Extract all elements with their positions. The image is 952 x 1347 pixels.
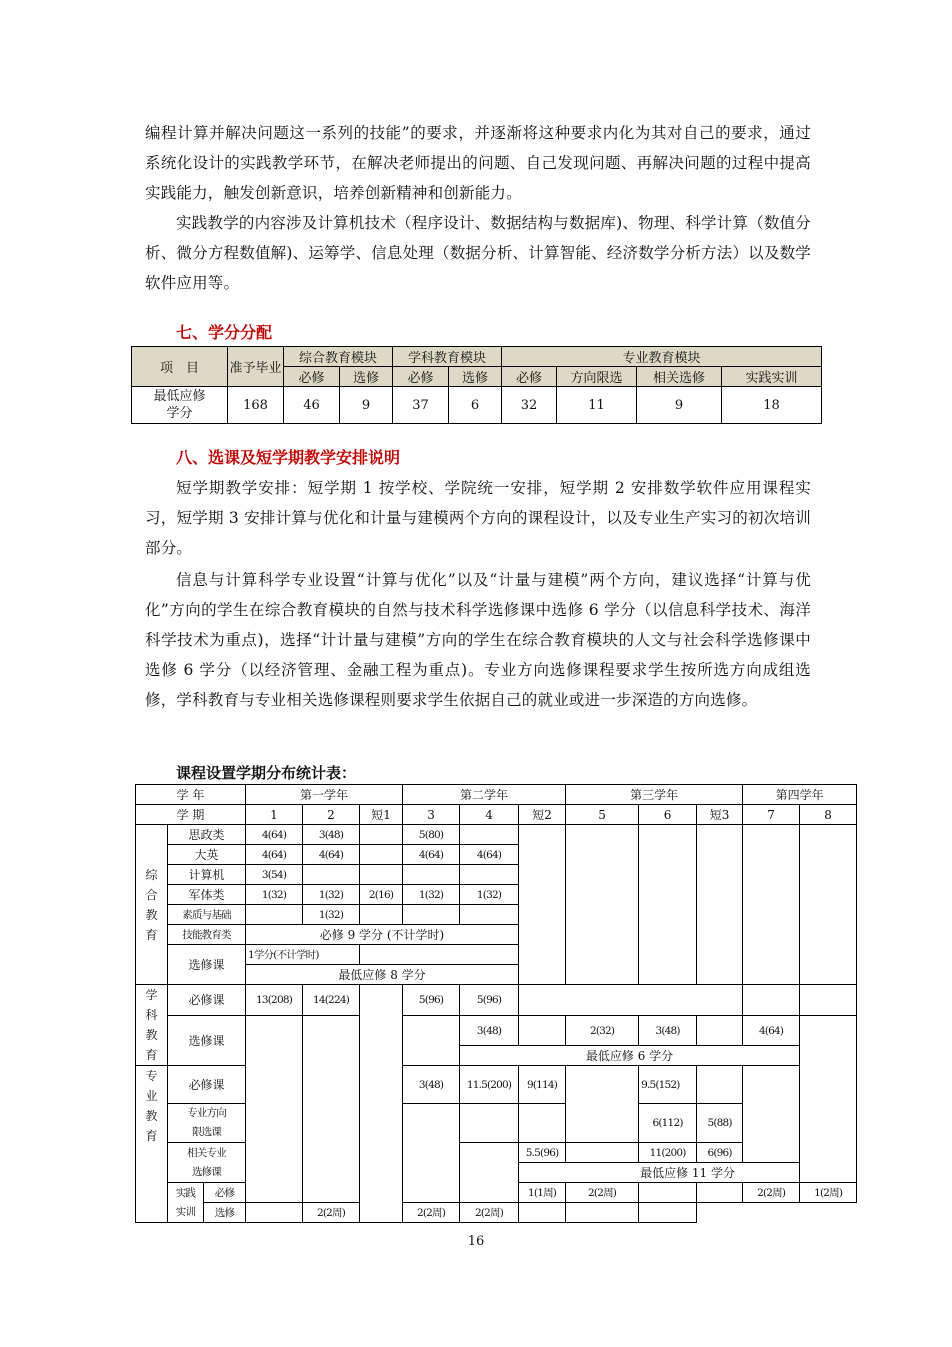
cell-empty <box>460 825 519 845</box>
cell-value: 4(64) <box>460 845 519 865</box>
cell-value: 9(114) <box>519 1066 566 1104</box>
row-label-daying: 大英 <box>168 845 246 865</box>
major-direction-header: 方向限选 <box>557 367 637 387</box>
cell-value: 1(32) <box>246 885 303 905</box>
paragraph-directions: 信息与计算科学专业设置“计算与优化”以及“计量与建模”两个方向，建议选择“计算与优化”方向的学生在综合教育模块的自然与技术科学选修课中选修 6 学分（以信息科学技术、海洋科学技术为重点)，选择“计计量与建模”方向的学生在综合教育模块的人文与社会科学选修课中选修 6 学分（以经济管理、金融工程为重点)。专业方向选修课程要求学生按所选方向成组选修，学科教育与专业相关选修课程则要求学生依据自己的就业或进一步深造的方向选修。 <box>145 571 811 709</box>
row-label-discipline-required: 必修课 <box>168 985 246 1016</box>
table-caption: 课程设置学期分布统计表： <box>176 764 357 782</box>
major-practice-header: 实践实训 <box>722 367 822 387</box>
major-related-min-note: 最低应修 11 学分 <box>519 1163 857 1183</box>
cell-value: 4(64) <box>303 845 360 865</box>
cell-value: 4(64) <box>246 845 303 865</box>
cell-empty <box>743 985 800 1016</box>
credit-value: 6 <box>449 387 502 424</box>
cell-empty <box>566 825 639 985</box>
paragraph-practice-content: 实践教学的内容涉及计算机技术（程序设计、数据结构与数据库)、物理、科学计算（数值分析、微分方程数值解)、运筹学、信息处理（数据分析、计算智能、经济数学分析方法）以及数学软件应用等。 <box>145 214 811 292</box>
credit-value: 9 <box>637 387 722 424</box>
cell-empty <box>403 905 460 925</box>
term-4: 4 <box>460 805 519 825</box>
cell-value: 4(64) <box>246 825 303 845</box>
cell-value: 6(96) <box>697 1143 743 1163</box>
cell-value: 1(2周) <box>800 1183 857 1203</box>
item-header: 项 目 <box>132 347 228 387</box>
practice-elective-label: 选修 <box>204 1203 246 1223</box>
min-credits-label: 最低应修学分 <box>132 387 228 424</box>
row-label-major-related: 相关专业选修课 <box>168 1143 246 1183</box>
general-elective-header: 选修 <box>340 367 393 387</box>
term-header: 学 期 <box>136 805 246 825</box>
cell-value: 5(80) <box>403 825 460 845</box>
term-5: 5 <box>566 805 639 825</box>
cell-empty <box>246 1016 303 1203</box>
cell-value: 4(64) <box>743 1016 800 1046</box>
cell-value: 1(32) <box>460 885 519 905</box>
credit-value: 168 <box>228 387 284 424</box>
cell-value: 13(208) <box>246 985 303 1016</box>
row-label-computer: 计算机 <box>168 865 246 885</box>
row-label-suzhi: 素质与基础 <box>168 905 246 925</box>
cell-empty <box>360 825 403 845</box>
cell-value: 2(2周) <box>303 1203 360 1223</box>
discipline-module-header: 学科教育模块 <box>393 347 502 367</box>
term-1: 1 <box>246 805 303 825</box>
cell-empty <box>519 1104 566 1143</box>
year-3-header: 第三学年 <box>566 785 743 805</box>
row-label-sizheng: 思政类 <box>168 825 246 845</box>
term-3: 3 <box>403 805 460 825</box>
cell-empty <box>566 1143 639 1163</box>
group-major-education: 专 业 教 育 <box>136 1066 168 1223</box>
cell-empty <box>519 1203 566 1223</box>
cell-value: 6(112) <box>639 1104 697 1143</box>
term-short-3: 短3 <box>697 805 743 825</box>
general-required-header: 必修 <box>284 367 340 387</box>
cell-empty <box>697 1066 743 1104</box>
cell-empty <box>460 1143 519 1203</box>
general-elective-note: 1学分(不计学时) <box>246 945 360 965</box>
cell-value: 1(1周) <box>519 1183 566 1203</box>
cell-empty <box>360 905 403 925</box>
year-4-header: 第四学年 <box>743 785 857 805</box>
term-short-2: 短2 <box>519 805 566 825</box>
cell-empty <box>460 905 519 925</box>
cell-empty <box>403 865 460 885</box>
cell-empty <box>360 845 403 865</box>
row-label-major-required: 必修课 <box>168 1066 246 1104</box>
cell-value: 11.5(200) <box>460 1066 519 1104</box>
cell-value: 3(48) <box>639 1016 697 1046</box>
heading-electives: 八、选课及短学期教学安排说明 <box>176 448 401 467</box>
cell-empty <box>743 1066 800 1163</box>
row-label-skill: 技能教育类 <box>168 925 246 945</box>
row-label-military: 军体类 <box>168 885 246 905</box>
term-short-1: 短1 <box>360 805 403 825</box>
credit-value: 9 <box>340 387 393 424</box>
term-7: 7 <box>743 805 800 825</box>
credit-value: 11 <box>557 387 637 424</box>
year-1-header: 第一学年 <box>246 785 403 805</box>
major-related-header: 相关选修 <box>637 367 722 387</box>
cell-value: 5(96) <box>460 985 519 1016</box>
cell-empty <box>697 1016 743 1046</box>
cell-empty <box>639 825 697 985</box>
cell-value: 2(2周) <box>460 1203 519 1223</box>
page-number: 16 <box>467 1234 485 1249</box>
row-label-major-direction: 专业方向限选课 <box>168 1104 246 1143</box>
cell-empty <box>460 1104 519 1143</box>
general-elective-min-note: 最低应修 8 学分 <box>246 965 519 985</box>
major-required-header: 必修 <box>502 367 557 387</box>
discipline-required-header: 必修 <box>393 367 449 387</box>
cell-empty <box>403 1016 460 1066</box>
credit-value: 32 <box>502 387 557 424</box>
skill-note: 必修 9 学分 (不计学时) <box>246 925 519 945</box>
cell-empty <box>303 865 360 885</box>
term-6: 6 <box>639 805 697 825</box>
graduate-header: 准予毕业 <box>228 347 284 387</box>
year-2-header: 第二学年 <box>403 785 566 805</box>
cell-empty <box>800 985 857 1016</box>
cell-empty <box>639 1183 697 1203</box>
practice-required-label: 必修 <box>204 1183 246 1203</box>
heading-credits: 七、学分分配 <box>176 323 273 342</box>
cell-value: 11(200) <box>639 1143 697 1163</box>
cell-empty <box>519 825 566 985</box>
general-module-header: 综合教育模块 <box>284 347 393 367</box>
row-label-discipline-elective: 选修课 <box>168 1016 246 1066</box>
cell-value: 3(48) <box>303 825 360 845</box>
cell-empty <box>697 1183 743 1203</box>
cell-value: 3(54) <box>246 865 303 885</box>
cell-value: 2(2周) <box>566 1183 639 1203</box>
row-label-general-elective: 选修课 <box>168 945 246 985</box>
cell-value: 1(32) <box>303 905 360 925</box>
cell-value: 2(32) <box>566 1016 639 1046</box>
cell-value: 1(32) <box>303 885 360 905</box>
paragraph-practice-goal: 编程计算并解决问题这一系列的技能”的要求，并逐渐将这种要求内化为其对自己的要求，通过系统化设计的实践教学环节，在解决老师提出的问题、自己发现问题、再解决问题的过程中提高实践能力，触发创新意识，培养创新精神和创新能力。 <box>145 124 811 202</box>
cell-empty <box>303 1016 360 1203</box>
cell-value: 5(96) <box>403 985 460 1016</box>
group-general-education: 综 合 教 育 <box>136 825 168 985</box>
cell-empty <box>566 1203 639 1223</box>
cell-empty <box>246 905 303 925</box>
semester-distribution-table <box>135 784 857 1223</box>
cell-empty <box>246 1203 303 1223</box>
cell-empty <box>360 945 519 965</box>
cell-value: 5(88) <box>697 1104 743 1143</box>
cell-empty <box>360 985 403 1223</box>
major-module-header: 专业教育模块 <box>502 347 822 367</box>
cell-empty <box>800 825 857 985</box>
cell-empty <box>519 985 743 1016</box>
cell-value: 9.5(152) <box>639 1066 697 1104</box>
discipline-elective-min-note: 最低应修 6 学分 <box>460 1046 800 1066</box>
cell-value: 1(32) <box>403 885 460 905</box>
cell-empty <box>566 1066 639 1143</box>
cell-value: 2(2周) <box>743 1183 800 1203</box>
cell-value: 14(224) <box>303 985 360 1016</box>
cell-value: 5.5(96) <box>519 1143 566 1163</box>
cell-empty <box>460 865 519 885</box>
cell-empty <box>519 1016 566 1046</box>
credit-value: 37 <box>393 387 449 424</box>
cell-empty <box>743 825 800 985</box>
cell-empty <box>800 1016 857 1183</box>
discipline-elective-header: 选修 <box>449 367 502 387</box>
row-label-practice: 实践实训 <box>168 1183 204 1223</box>
cell-value: 3(48) <box>403 1066 460 1104</box>
group-discipline-education: 学 科 教 育 <box>136 985 168 1066</box>
credit-value: 18 <box>722 387 822 424</box>
cell-empty <box>639 1203 697 1223</box>
year-header: 学 年 <box>136 785 246 805</box>
paragraph-short-term: 短学期教学安排：短学期 1 按学校、学院统一安排，短学期 2 安排数学软件应用课程实习，短学期 3 安排计算与优化和计量与建模两个方向的课程设计，以及专业生产实习的初次培训部分。 <box>145 479 811 557</box>
cell-value: 2(2周) <box>403 1203 460 1223</box>
cell-empty <box>697 825 743 985</box>
cell-value: 3(48) <box>460 1016 519 1046</box>
credit-value: 46 <box>284 387 340 424</box>
cell-empty <box>360 865 403 885</box>
credit-distribution-table <box>131 346 822 424</box>
cell-value: 4(64) <box>403 845 460 865</box>
cell-empty <box>403 1104 460 1203</box>
term-8: 8 <box>800 805 857 825</box>
cell-value: 2(16) <box>360 885 403 905</box>
term-2: 2 <box>303 805 360 825</box>
